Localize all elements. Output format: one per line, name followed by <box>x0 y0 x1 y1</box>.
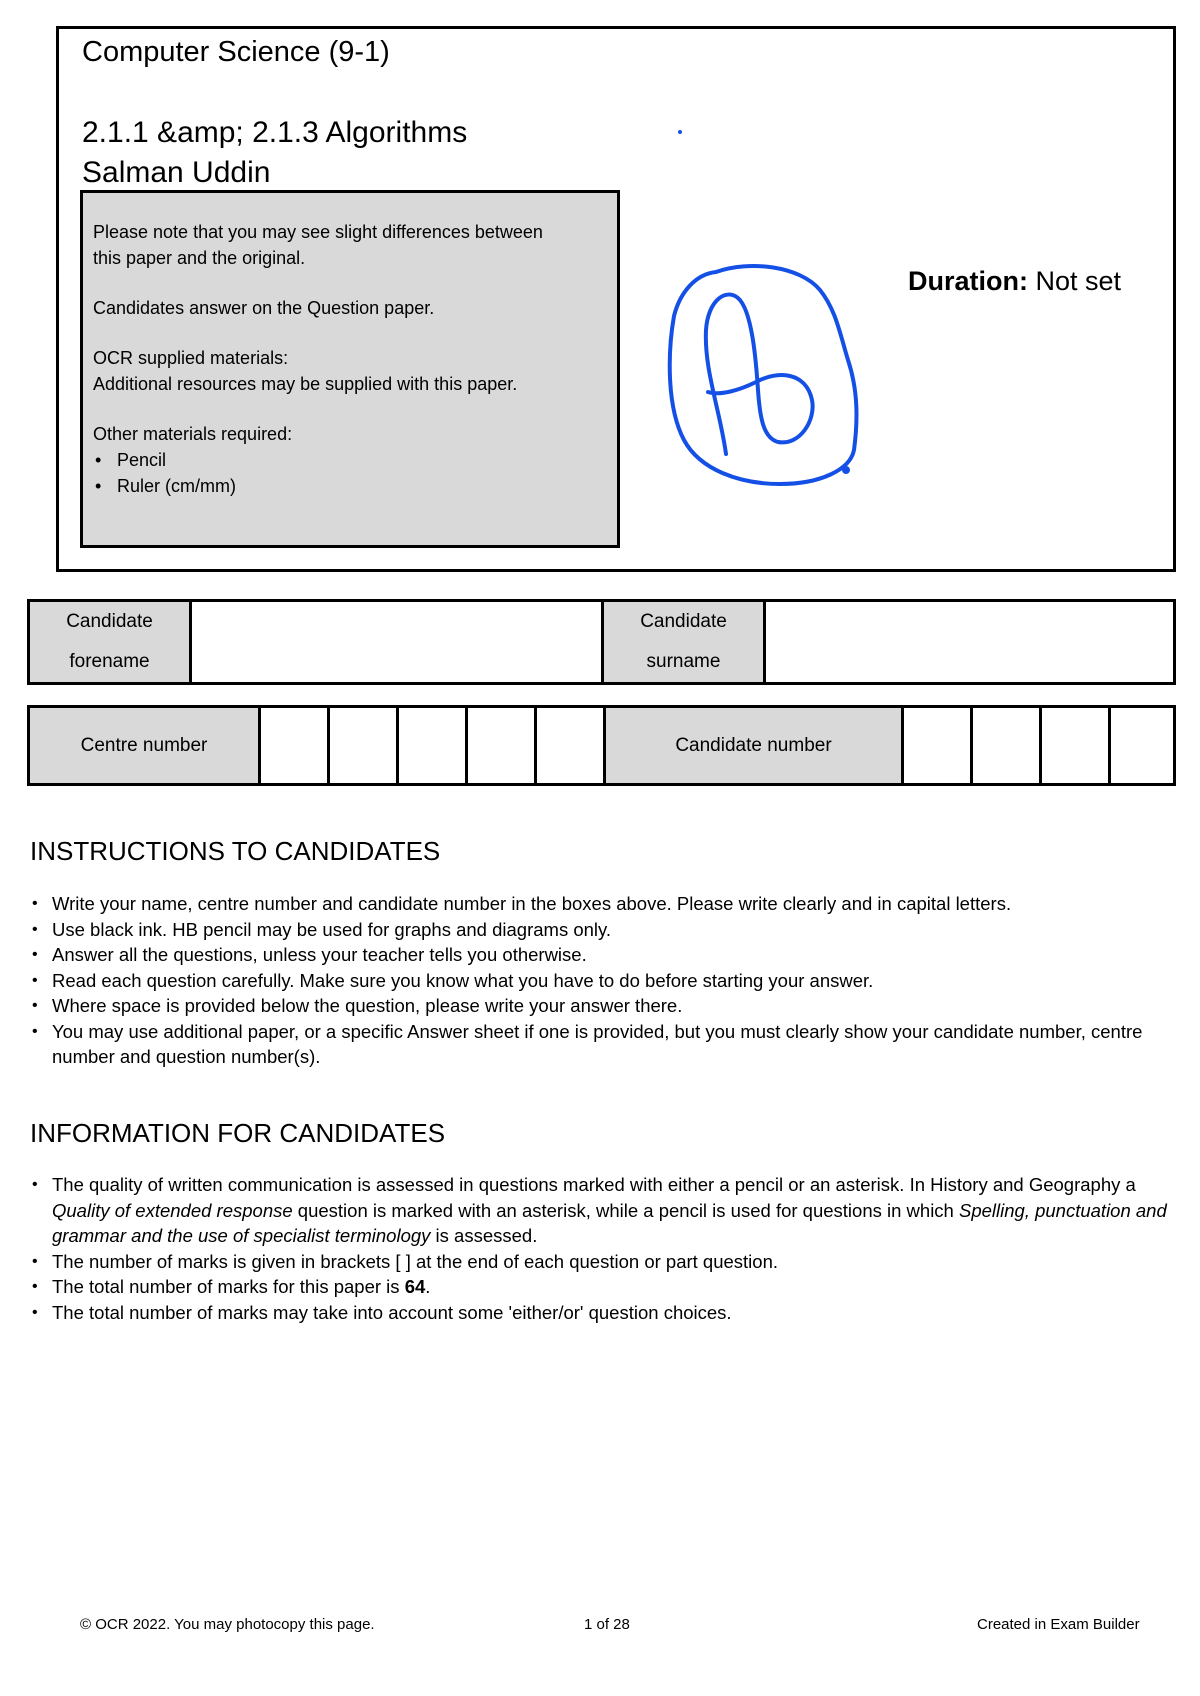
candidate-number-label: Candidate number <box>605 707 903 785</box>
instruction-item: • Answer all the questions, unless your teacher tells you otherwise. <box>30 942 1170 968</box>
instruction-item: • Write your name, centre number and candidate number in the boxes above. Please write clearly and in capital letters. <box>30 891 1170 917</box>
material-item: • Pencil <box>93 447 607 473</box>
information-item: • The total number of marks may take into account some 'either/or' question choices. <box>30 1300 1170 1326</box>
instruction-item: • Use black ink. HB pencil may be used for graphs and diagrams only. <box>30 917 1170 943</box>
information-item: • The total number of marks for this paper is 64. <box>30 1274 1170 1300</box>
bullet-icon: • <box>95 476 102 496</box>
total-marks: 64 <box>404 1276 426 1297</box>
centre-number-digit-box[interactable] <box>398 707 467 785</box>
instruction-item: • Read each question carefully. Make sure you know what you have to do before starting your answer. <box>30 968 1170 994</box>
centre-number-label: Centre number <box>29 707 260 785</box>
duration <box>908 266 1121 297</box>
candidate-number-digit-box[interactable] <box>972 707 1041 785</box>
instructions-list <box>30 891 1170 1070</box>
subject-title: Computer Science (9-1) <box>82 36 390 68</box>
ocr-materials-heading: OCR supplied materials: <box>93 348 289 368</box>
handwritten-signature <box>660 120 940 500</box>
footer-page-number: 1 of 28 <box>584 1616 630 1633</box>
bullet-icon: • <box>95 450 102 470</box>
forename-label: Candidate forename <box>29 601 191 684</box>
candidate-number-digit-box[interactable] <box>1041 707 1110 785</box>
ocr-materials-text: Additional resources may be supplied with this paper. <box>93 374 518 394</box>
surname-field[interactable] <box>765 601 1175 684</box>
candidate-number-digit-box[interactable] <box>1110 707 1175 785</box>
surname-label: Candidate surname <box>603 601 765 684</box>
candidates-answer-text: Candidates answer on the Question paper. <box>93 298 435 318</box>
information-item: • The number of marks is given in brackets [ ] at the end of each question or part question. <box>30 1249 1170 1275</box>
material-item: • Ruler (cm/mm) <box>93 473 607 499</box>
notice-line-2: this paper and the original. <box>93 248 306 268</box>
paper-title: 2.1.1 &amp; 2.1.3 Algorithms <box>82 116 468 149</box>
centre-number-digit-box[interactable] <box>536 707 605 785</box>
instruction-item: • Where space is provided below the question, please write your answer there. <box>30 993 1170 1019</box>
information-list <box>30 1172 1170 1325</box>
information-item: • The quality of written communication is assessed in questions marked with either a pencil or an asterisk. In History and Geography a Quality of extended response question is marked with an asterisk, while a pencil is used for questions in which Spelling, punctuation and grammar and the use of specialist terminology is assessed. <box>30 1172 1170 1249</box>
footer-created-by: Created in Exam Builder <box>977 1616 1140 1633</box>
author-name: Salman Uddin <box>82 156 271 189</box>
notice-line-1: Please note that you may see slight differences between <box>93 222 543 242</box>
other-materials-heading: Other materials required: <box>93 424 293 444</box>
candidate-number-table <box>27 705 1176 786</box>
information-heading: INFORMATION FOR CANDIDATES <box>30 1118 446 1148</box>
duration-label: Duration: <box>908 266 1028 296</box>
centre-number-digit-box[interactable] <box>260 707 329 785</box>
forename-field[interactable] <box>191 601 603 684</box>
centre-number-digit-box[interactable] <box>467 707 536 785</box>
duration-value: Not set <box>1035 266 1122 296</box>
footer-copyright: © OCR 2022. You may photocopy this page. <box>80 1616 375 1633</box>
instruction-item: • You may use additional paper, or a specific Answer sheet if one is provided, but you must clearly show your candidate number, centre number and question number(s). <box>30 1019 1170 1070</box>
candidate-number-digit-box[interactable] <box>903 707 972 785</box>
instructions-heading: INSTRUCTIONS TO CANDIDATES <box>30 836 441 866</box>
notice-box <box>80 190 620 548</box>
candidate-name-table <box>27 599 1176 685</box>
centre-number-digit-box[interactable] <box>329 707 398 785</box>
